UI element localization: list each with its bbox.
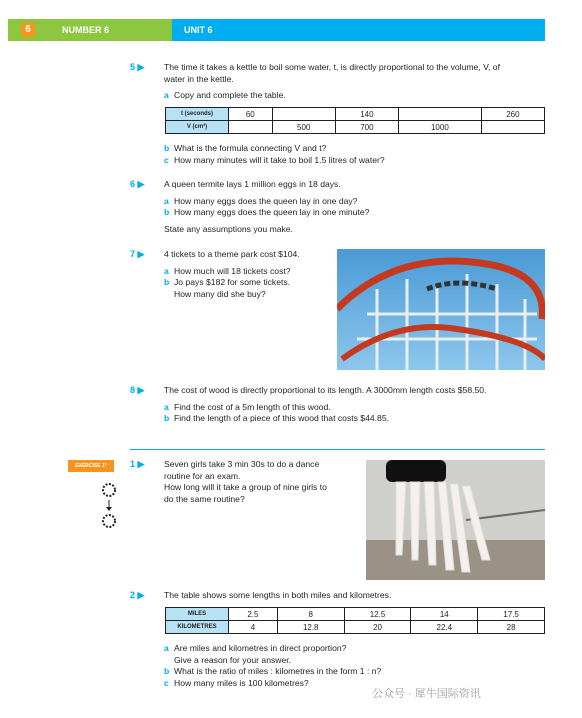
table-cell: 8 xyxy=(277,608,344,621)
sub-question-a xyxy=(164,266,300,278)
sub-text: How much will 18 tickets cost? xyxy=(174,265,291,276)
sub-question-b xyxy=(164,207,369,219)
table-row-header: V (cm³) xyxy=(166,121,229,134)
sub-text: How many eggs does the queen lay in one minute? xyxy=(174,207,370,217)
question-text xyxy=(164,385,486,425)
question-number: 5 ▶ xyxy=(130,62,145,72)
question-number: 1 ▶ xyxy=(130,459,145,469)
ballet-photo xyxy=(366,460,545,580)
sub-question-b xyxy=(164,666,381,678)
table-cell: 20 xyxy=(344,621,411,634)
question-line: Seven girls take 3 min 30s to do a dance xyxy=(164,459,320,469)
sub-text: Find the cost of a 5m length of this wood. xyxy=(174,401,331,412)
table-row-header: t (seconds) xyxy=(166,108,229,121)
sub-letter: a xyxy=(164,90,169,100)
sub-letter: b xyxy=(164,207,170,217)
sub-text: Find the length of a piece of this wood that costs $44.85. xyxy=(174,413,389,423)
exercise-badge: EXERCISE 1* xyxy=(68,460,114,472)
section-divider xyxy=(130,449,545,450)
question-number: 2 ▶ xyxy=(130,590,145,600)
table-cell: 22.4 xyxy=(411,621,478,634)
sub-text: How many miles is 100 kilometres? xyxy=(174,677,309,688)
roller-coaster-photo xyxy=(337,249,545,370)
table-cell: 140 xyxy=(335,108,398,121)
table-cell xyxy=(229,121,273,134)
question-line: How long will it take a group of nine girls to xyxy=(164,482,327,492)
table-cell: 60 xyxy=(229,108,273,121)
sub-question-a xyxy=(164,90,500,102)
difficulty-dial-icon xyxy=(102,514,116,528)
sub-letter: b xyxy=(164,413,170,423)
table-cell: 2.5 xyxy=(229,608,278,621)
miles-km-table xyxy=(165,607,545,634)
sub-letter: a xyxy=(164,195,169,206)
page-number-badge: 6 xyxy=(21,23,35,37)
sub-text: What is the formula connecting V and t? xyxy=(174,143,327,153)
sub-letter: c xyxy=(164,677,169,688)
sub-question-c xyxy=(164,155,385,167)
question-line: 4 tickets to a theme park cost $104. xyxy=(164,249,300,259)
question-number: 7 ▶ xyxy=(130,249,145,259)
question-text xyxy=(164,249,300,300)
sub-question-b xyxy=(164,277,300,289)
ballet-dancers-illustration xyxy=(366,460,545,580)
table-cell: 12.5 xyxy=(344,608,411,621)
question-line: The time it takes a kettle to boil some water, t, is directly proportional to the volume, V, of xyxy=(164,62,500,72)
question-text xyxy=(164,643,381,689)
table-cell xyxy=(272,108,335,121)
roller-coaster-illustration xyxy=(337,249,545,370)
arrow-down-icon xyxy=(104,500,114,512)
table-row-header: MILES xyxy=(166,608,229,621)
sub-text: Copy and complete the table. xyxy=(174,90,286,100)
question-line: The cost of wood is directly proportional to its length. A 3000mm length costs $58.50. xyxy=(164,385,487,395)
table-row xyxy=(166,108,545,121)
question-number: 6 ▶ xyxy=(130,179,145,189)
table-cell: 17.5 xyxy=(478,608,545,621)
assumption-note: State any assumptions you make. xyxy=(164,223,293,234)
table-cell: 500 xyxy=(272,121,335,134)
table-cell xyxy=(399,108,482,121)
sub-letter: a xyxy=(164,265,169,276)
table-row xyxy=(166,621,545,634)
sub-text: How many minutes will it take to boil 1.5 litres of water? xyxy=(174,154,385,165)
sub-text: Are miles and kilometres in direct proportion? xyxy=(174,643,347,653)
sub-text: What is the ratio of miles : kilometres in the form 1 : n? xyxy=(174,666,382,676)
table-cell: 1000 xyxy=(399,121,482,134)
kettle-table xyxy=(165,107,545,134)
page-header xyxy=(8,19,545,41)
question-line: The table shows some lengths in both miles and kilometres. xyxy=(164,590,392,600)
sub-question-a xyxy=(164,643,381,655)
question-text xyxy=(164,459,327,505)
page-number xyxy=(8,19,48,41)
sub-letter: b xyxy=(164,666,170,676)
sub-question-b xyxy=(164,413,486,425)
sub-letter: a xyxy=(164,401,169,412)
difficulty-dial-icon xyxy=(102,483,116,497)
sub-letter: b xyxy=(164,277,170,287)
question-line: A queen termite lays 1 million eggs in 18 days. xyxy=(164,179,341,189)
question-text xyxy=(164,179,369,235)
table-cell: 14 xyxy=(411,608,478,621)
header-left-title: NUMBER 6 xyxy=(48,19,172,41)
table-cell: 4 xyxy=(229,621,278,634)
sub-text: How many eggs does the queen lay in one day? xyxy=(174,195,358,206)
sub-question-b xyxy=(164,143,385,155)
table-cell: 28 xyxy=(478,621,545,634)
question-number: 8 ▶ xyxy=(130,385,145,395)
table-row xyxy=(166,608,545,621)
question-line: routine for an exam. xyxy=(164,470,241,481)
sub-question-b-continued: How many did she buy? xyxy=(174,288,266,299)
watermark: 公众号 · 犀牛国际资讯 xyxy=(372,688,481,700)
question-text xyxy=(164,590,391,602)
sub-question-a xyxy=(164,196,369,208)
question-text xyxy=(164,62,500,102)
table-cell: 12.8 xyxy=(277,621,344,634)
sub-letter: b xyxy=(164,143,170,153)
question-text xyxy=(164,143,385,166)
table-cell: 260 xyxy=(481,108,544,121)
sub-question-c xyxy=(164,678,381,690)
table-cell: 700 xyxy=(335,121,398,134)
table-cell xyxy=(481,121,544,134)
sub-text: Jo pays $182 for some tickets. xyxy=(174,277,291,287)
sub-question-a-continued: Give a reason for your answer. xyxy=(174,654,292,665)
sub-letter: a xyxy=(164,643,169,653)
table-row-header: KILOMETRES xyxy=(166,621,229,634)
sub-question-a xyxy=(164,402,486,414)
header-right-title: UNIT 6 xyxy=(172,19,545,41)
sub-letter: c xyxy=(164,154,169,165)
question-line: water in the kettle. xyxy=(164,73,234,84)
table-row xyxy=(166,121,545,134)
question-line: do the same routine? xyxy=(164,493,245,504)
